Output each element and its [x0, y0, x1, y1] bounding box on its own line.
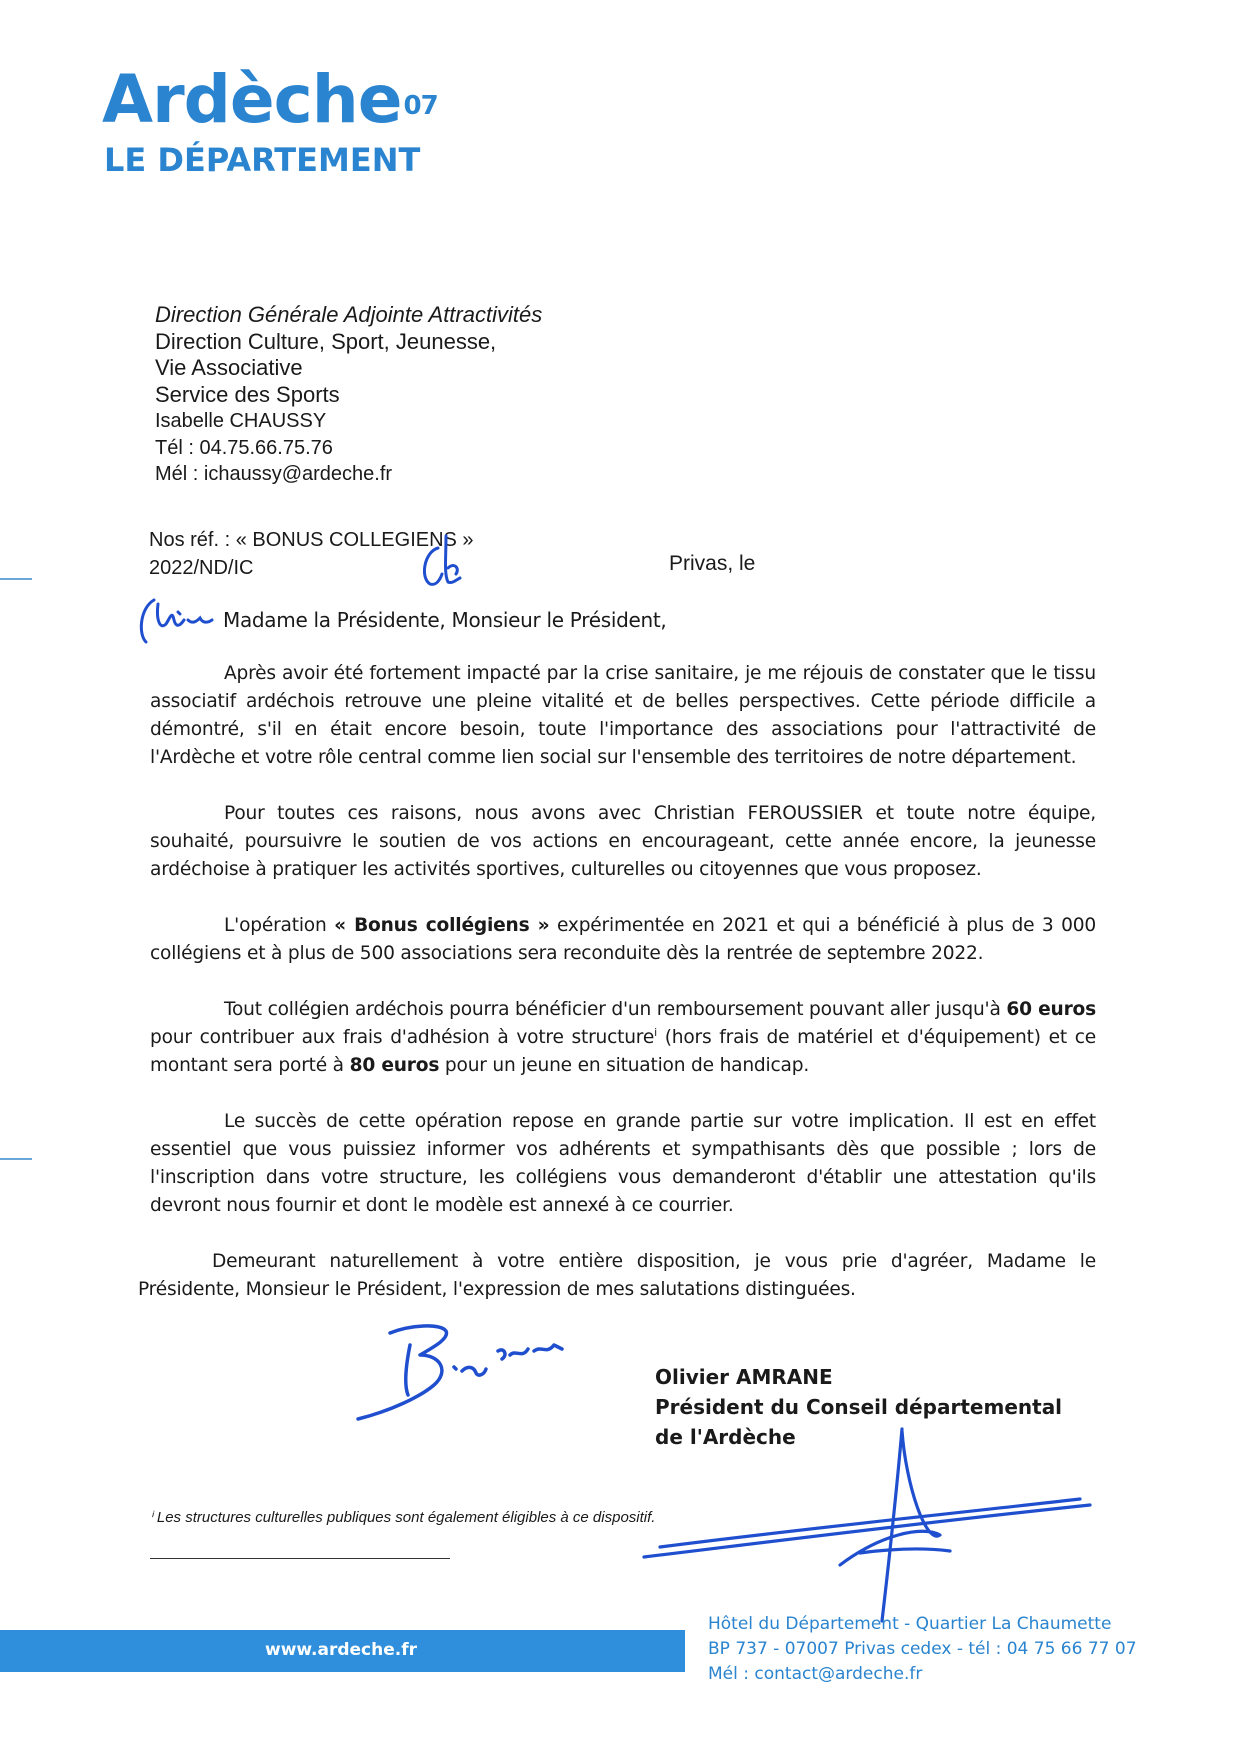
handwritten-closing — [350, 1315, 610, 1425]
handwritten-initials — [408, 528, 478, 598]
amount-80: 80 euros — [349, 1055, 440, 1076]
reference-code: 2022/ND/IC — [149, 557, 254, 579]
footnote: ⁱ Les structures culturelles publiques sont également éligibles à ce dispositif. — [150, 1509, 656, 1526]
footnote-marker: i — [654, 1025, 657, 1039]
signer-name: Olivier AMRANE — [655, 1365, 833, 1389]
sender-direction-general: Direction Générale Adjointe Attractivités — [155, 302, 543, 327]
bonus-label: « Bonus collégiens » — [334, 915, 550, 936]
footer-contact — [708, 1612, 1137, 1687]
sender-phone: Tél : 04.75.66.75.76 — [155, 436, 333, 459]
signature — [640, 1425, 1100, 1625]
letter-body — [138, 660, 1096, 1332]
handwritten-greeting-annotation — [136, 590, 216, 650]
footer-address-phone: BP 737 - 07007 Privas cedex - tél : 04 75 66 77 07 — [708, 1639, 1137, 1659]
footer-website-link[interactable]: www.ardeche.fr — [265, 1640, 417, 1660]
sender-service: Service des Sports — [155, 381, 340, 407]
logo-subtitle: LE DÉPARTEMENT — [104, 141, 421, 179]
signer-title: Président du Conseil départemental — [655, 1395, 1063, 1419]
sender-direction-cont: Vie Associative — [155, 355, 303, 380]
logo-wordmark: Ardèche07 — [102, 64, 438, 142]
amount-60: 60 euros — [1006, 999, 1096, 1020]
footer-address: Hôtel du Département - Quartier La Chaumette — [708, 1614, 1112, 1634]
footnote-divider — [150, 1558, 450, 1559]
fold-mark-bottom — [0, 1158, 32, 1160]
sender-block — [155, 302, 542, 488]
paragraph-2: Pour toutes ces raisons, nous avons avec Christian FEROUSSIER et toute notre équipe, souhaité, poursuivre le soutien de vos actions en encourageant, cette année encore, la jeunesse ardéchoise à pratiquer les activités sportives, culturelles ou citoyennes que vous proposez. — [150, 803, 1096, 880]
paragraph-6: Demeurant naturellement à votre entière disposition, je vous prie d'agréer, Madame le Présidente, Monsieur le Président, l'expression de mes salutations distinguées. — [138, 1251, 1096, 1300]
greeting: Madame la Présidente, Monsieur le Président, — [223, 608, 667, 632]
signer-title-cont: de l'Ardèche — [655, 1425, 796, 1449]
paragraph-4: Tout collégien ardéchois pourra bénéficier d'un remboursement pouvant aller jusqu'à 60 euros pour contribuer aux frais d'adhésion à votre structure$^i$ (hors frais de matériel et d'équipement) et ce montant sera porté à 80 euros pour un jeune en situation de handicap. — [150, 999, 1096, 1076]
reference-line: Nos réf. : « BONUS COLLEGIENS » — [149, 529, 474, 551]
footer-email: Mél : contact@ardeche.fr — [708, 1664, 923, 1684]
sender-direction: Direction Culture, Sport, Jeunesse, — [155, 328, 497, 354]
paragraph-5: Le succès de cette opération repose en grande partie sur votre implication. Il est en effet essentiel que vous puissiez informer vos adhérents et sympathisants dès que possible ; lors de l'inscription dans votre structure, les collégiens vous demanderont d'établir une attestation qu'ils devront nous fournir et dont le modèle est annexé à ce courrier. — [150, 1111, 1096, 1216]
department-logo — [102, 61, 438, 179]
paragraph-3: L'opération « Bonus collégiens » expérimentée en 2021 et qui a bénéficié à plus de 3 000 collégiens et à plus de 500 associations sera reconduite dès la rentrée de septembre 2022. — [150, 915, 1096, 964]
paragraph-1: Après avoir été fortement impacté par la crise sanitaire, je me réjouis de constater que le tissu associatif ardéchois retrouve une pleine vitalité et de belles perspectives. Cette période difficile a démontré, s'il en était encore besoin, toute l'importance des associations pour l'attractivité de l'Ardèche et votre rôle central comme lien social sur l'ensemble des territoires de notre département. — [150, 663, 1096, 768]
sender-email: Mél : ichaussy@ardeche.fr — [155, 463, 393, 485]
fold-mark-top — [0, 578, 32, 580]
logo-badge: 07 — [403, 91, 438, 121]
sender-contact-name: Isabelle CHAUSSY — [155, 410, 327, 432]
place-date: Privas, le — [669, 552, 756, 575]
